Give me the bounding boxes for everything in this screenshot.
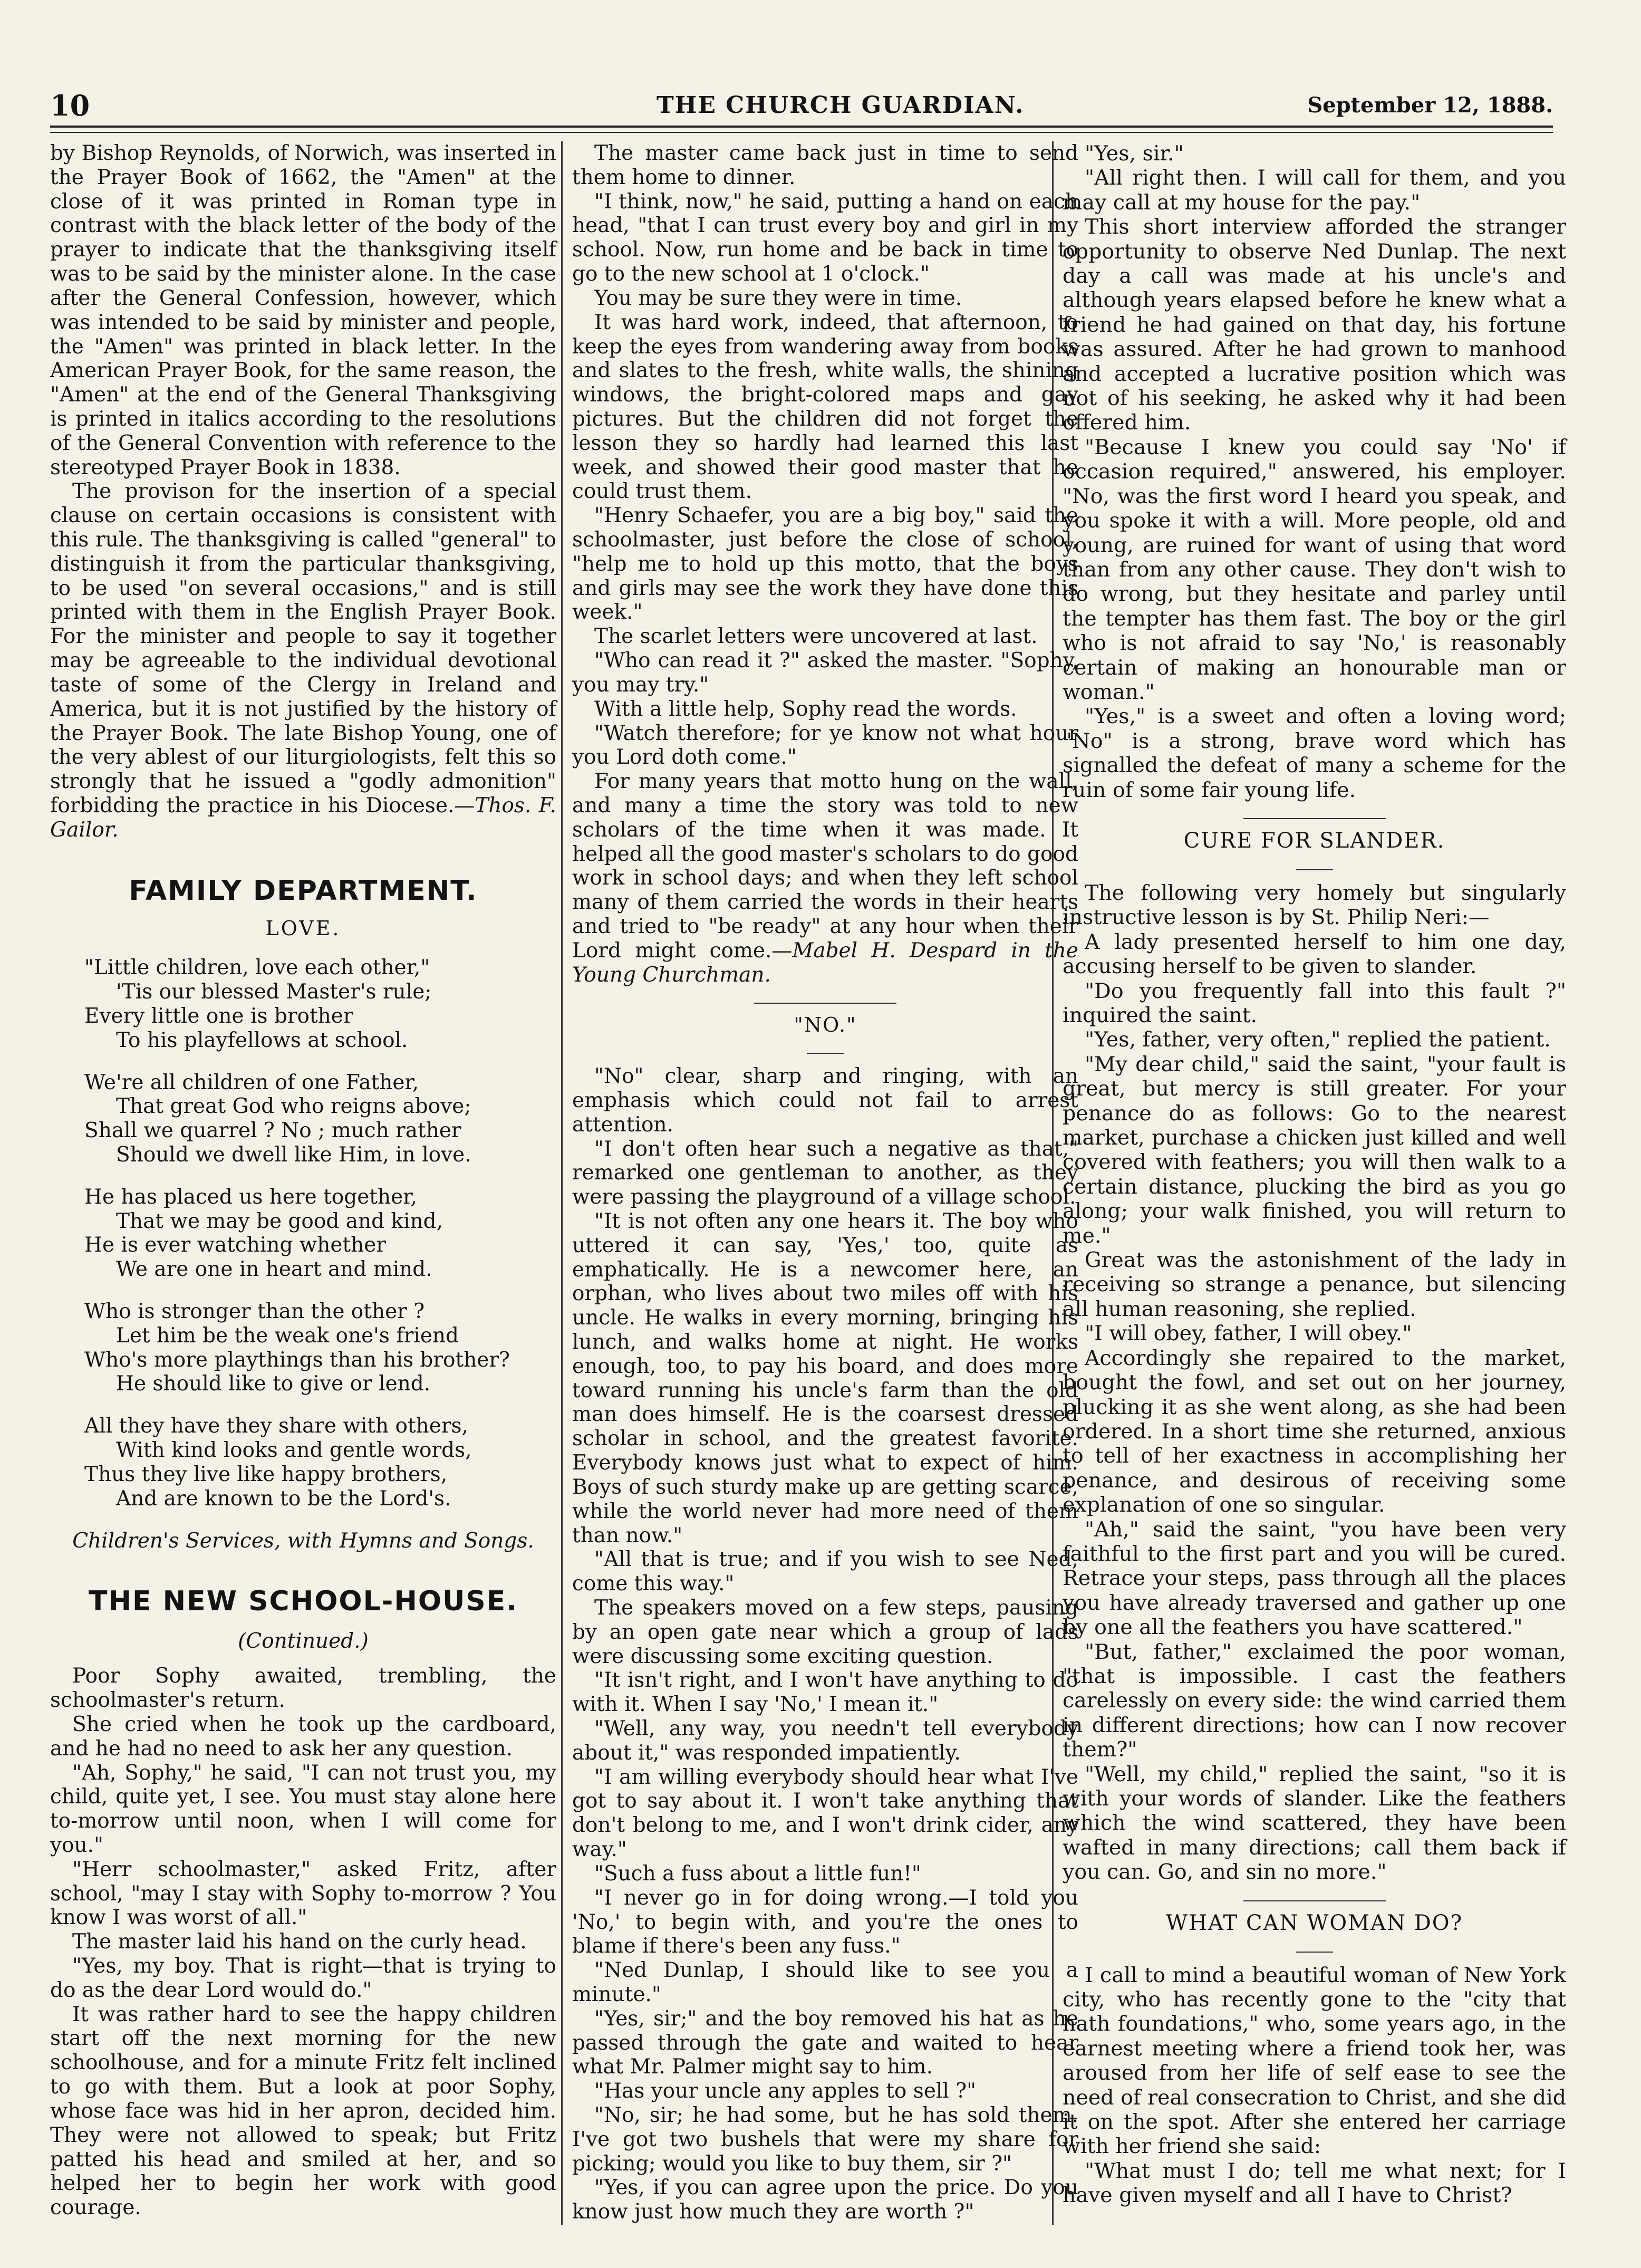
poem-stanza <box>84 1071 556 1167</box>
poem-line: Should we dwell like Him, in love. <box>116 1142 471 1167</box>
paragraph: The speakers moved on a few steps, pausing by an open gate near which a group of lads were discussing some exciting question. <box>572 1596 1078 1668</box>
paragraph: "Yes, sir;" and the boy removed his hat as he passed through the gate and waited to hear what Mr. Palmer might say to him. <box>572 2006 1078 2079</box>
poem-stanza <box>84 1414 556 1511</box>
paragraph: It was rather hard to see the happy children start off the next morning for the new schoolhouse, and for a minute Fritz felt inclined to go with them. But a look at poor Sophy, whose face was hid in her apron, decided him. They were not allowed to speak; but Fritz patted his head and smiled at her, and so helped her to begin her work with good courage. <box>50 2002 556 2220</box>
paragraph: "Yes," is a sweet and often a loving word; "No" is a strong, brave word which has signalled the defeat of many a scheme for the ruin of some fair young life. <box>1063 704 1566 802</box>
poem-line: Thus they live like happy brothers, <box>84 1462 448 1486</box>
poem-line: All they have they share with others, <box>84 1414 468 1438</box>
poem-line: He has placed us here together, <box>84 1185 417 1209</box>
paragraph: I call to mind a beautiful woman of New York city, who has recently gone to the "city that hath foundations," who, some years ago, in the earnest meeting where a friend took her, was aroused from her life of self ease to see the need of real consecration to Christ, and she did it on the spot. After she entered her carriage with her friend she said: <box>1063 1963 1566 2159</box>
column-2 <box>572 141 1078 2224</box>
paragraph: "Ah, Sophy," he said, "I can not trust you, my child, quite yet, I see. You must stay alone here to-morrow until noon, when I will come for you." <box>50 1761 556 1857</box>
paragraph: It was hard work, indeed, that afternoon, to keep the eyes from wandering away from books and slates to the fresh, white walls, the shining windows, the bright-colored maps and gay pictures. But the children did not forget the lesson they so hardly had learned this last week, and showed their good master that he could trust them. <box>572 310 1078 504</box>
paragraph: "No, sir; he had some, but he has sold them. I've got two bushels that were my share for picking; would you like to buy them, sir ?" <box>572 2103 1078 2176</box>
poem-line: With kind looks and gentle words, <box>116 1438 472 1463</box>
paragraph: The scarlet letters were uncovered at last. <box>594 624 1038 649</box>
column-1 <box>50 141 556 2220</box>
no-article <box>572 1064 1078 2224</box>
paragraph: "All that is true; and if you wish to see Ned, come this way." <box>572 1548 1078 1596</box>
paragraph: "I don't often hear such a negative as that," remarked one gentleman to another, as they were passing the playground of a village school. <box>572 1137 1078 1209</box>
page-number: 10 <box>50 89 90 122</box>
paragraph: You may be sure they were in time. <box>594 286 962 310</box>
poem-line: That great God who reigns above; <box>116 1094 471 1119</box>
motto-paragraph: For many years that motto hung on the wall, and many a time the story was told to new scholars of the time when it was made. It helped all the good master's scholars to do good work in school days; and when they left school many of them carried the words in their hearts and tried to "be ready" at any hour when their Lord might come.—Mabel H. Despard in the Young Churchman. <box>572 770 1078 987</box>
paragraph: "What must I do; tell me what next; for I have given myself and all I have to Christ? <box>1063 2158 1566 2208</box>
paragraph: "No" clear, sharp and ringing, with an emphasis which could not fail to arrest attention. <box>572 1064 1078 1137</box>
paragraph: "Such a fuss about a little fun!" <box>594 1861 921 1886</box>
paragraph: "But, father," exclaimed the poor woman, "that is impossible. I cast the feathers carelessly on every side: the wind carried them in different directions; how can I now recover them?" <box>1063 1639 1566 1762</box>
paragraph: "Do you frequently fall into this fault ?" inquired the saint. <box>1063 978 1566 1027</box>
woman-article-title: WHAT CAN WOMAN DO? <box>1165 1910 1463 1935</box>
issue-date: September 12, 1888. <box>1307 93 1553 118</box>
slander-article-title: CURE FOR SLANDER. <box>1183 828 1445 853</box>
paragraph: "Who can read it ?" asked the master. "Sophy, you may try." <box>572 649 1078 697</box>
paragraph: "It is not often any one hears it. The boy who uttered it can say, 'Yes,' too, quite as emphatically. He is a newcomer here, an orphan, who lives about two miles off with his uncle. He walks in every morning, bringing his lunch, and walks home at night. He works enough, too, to pay his board, and does more toward running his uncle's farm than the old man does himself. He is the coarsest dressed scholar in school, and the greatest favorite. Everybody knows just what to expect of him. Boys of such sturdy make up are getting scarce, while the world never had more need of them than now." <box>572 1209 1078 1548</box>
poem-line: We're all children of one Father, <box>84 1070 419 1094</box>
poem-line: To his playfellows at school. <box>116 1028 408 1052</box>
paragraph: "Well, any way, you needn't tell everybody about it," was responded impatiently. <box>572 1717 1078 1765</box>
paragraph: "Henry Schaefer, you are a big boy," said the schoolmaster, just before the close of school, "help me to hold up this motto, that the boys and girls may see the work they have done this week." <box>572 504 1078 624</box>
love-poem <box>50 956 556 1511</box>
woman-article <box>1063 1963 1566 2208</box>
paragraph: "Yes, my boy. That is right—that is trying to do as the dear Lord would do." <box>50 1954 556 2002</box>
no-article-continued <box>1063 141 1566 802</box>
prayer-book-paragraph: by Bishop Reynolds, of Norwich, was inserted in the Prayer Book of 1662, the "Amen" at the close of it was printed in Roman type in contrast with the black letter of the body of the prayer to indicate that the thanksgiving itself was to be said by the minister alone. In the case after the General Confession, however, which was intended to be said by minister and people, the "Amen" was printed in black letter. In the American Prayer Book, for the same reason, the "Amen" at the end of the General Thanksgiving is printed in italics according to the resolutions of the General Convention with reference to the stereotyped Prayer Book in 1838. <box>50 141 556 479</box>
poem-line: Who's more playthings than his brother? <box>84 1348 510 1372</box>
paragraph: "Herr schoolmaster," asked Fritz, after school, "may I stay with Sophy to-morrow ? You know I was worst of all." <box>50 1857 556 1930</box>
title-underline <box>1296 869 1333 870</box>
poem-line: "Little children, love each other," <box>84 956 430 980</box>
poem-line: Every little one is brother <box>84 1004 353 1028</box>
poem-line: That we may be good and kind, <box>116 1209 443 1233</box>
paragraph: "I am willing everybody should hear what I've got to say about it. I won't take anything that don't belong to me, and I won't drink cider, any way." <box>572 1765 1078 1862</box>
school-story-continued <box>572 141 1078 770</box>
slander-article <box>1063 881 1566 1885</box>
title-underline <box>1296 1952 1333 1953</box>
paragraph: This short interview afforded the stranger opportunity to observe Ned Dunlap. The next day a call was made at his uncle's and although years elapsed before he knew what a friend he had gained on that day, his fortune was assured. After he had grown to manhood and accepted a lucrative position which was not of his seeking, he asked why it had been offered him. <box>1063 215 1566 435</box>
section-divider <box>1243 1900 1386 1901</box>
header-rule-thin <box>50 132 1553 133</box>
family-department-heading: FAMILY DEPARTMENT. <box>129 874 478 907</box>
poem-credit: Children's Services, with Hymns and Songs. <box>72 1529 534 1553</box>
paragraph: "Watch therefore; for ye know not what hour you Lord doth come." <box>572 721 1078 770</box>
paragraph: "I think, now," he said, putting a hand on each head, "that I can trust every boy and girl in my school. Now, run home and be back in time to go to the new school at 1 o'clock." <box>572 189 1078 286</box>
title-underline <box>807 1053 844 1054</box>
poem-line: And are known to be the Lord's. <box>116 1486 451 1511</box>
school-story <box>50 1664 556 2220</box>
paragraph: "Ned Dunlap, I should like to see you a minute." <box>572 1958 1078 2006</box>
column-rule <box>561 141 563 2225</box>
poem-stanza <box>84 956 556 1052</box>
section-divider <box>1243 818 1386 819</box>
paragraph: "Yes, if you can agree upon the price. Do you know just how much they are worth ?" <box>572 2176 1078 2224</box>
poem-line: Shall we quarrel ? No ; much rather <box>84 1119 461 1143</box>
paragraph: "Because I knew you could say 'No' if occasion required," answered, his employer. "No, was the first word I heard you speak, and you spoke it with a will. More people, old and young, are ruined for want of using that word than from any other cause. They don't wish to do wrong, but they hesitate and parley until the tempter has them fast. The boy or the girl who is not afraid to say 'No,' is reasonably certain of making an honourable man or woman." <box>1063 435 1566 704</box>
poem-line: He is ever watching whether <box>84 1233 386 1257</box>
love-poem-title: LOVE. <box>265 916 341 940</box>
paragraph: The following very homely but singularly instructive lesson is by St. Philip Neri:— <box>1063 880 1566 930</box>
continued-note: (Continued.) <box>238 1629 369 1654</box>
paragraph: "Has your uncle any apples to sell ?" <box>594 2079 977 2103</box>
paragraph: A lady presented herself to him one day, accusing herself to be given to slander. <box>1063 929 1566 979</box>
paragraph: "Yes, sir." <box>1085 141 1184 166</box>
paragraph: "It isn't right, and I won't have anything to do with it. When I say 'No,' I mean it." <box>572 1668 1078 1717</box>
poem-line: We are one in heart and mind. <box>116 1257 432 1282</box>
poem-stanza <box>84 1185 556 1282</box>
paragraph: "I will obey, father, I will obey." <box>1085 1321 1412 1346</box>
paragraph: Accordingly she repaired to the market, bought the fowl, and set out on her journey, plucking it as she went along, as she had been ordered. In a short time she returned, anxious to tell of her exactness in accomplishing her penance, and desirous of receiving some explanation of one so singular. <box>1063 1346 1566 1517</box>
prayer-book-paragraph: The provison for the insertion of a special clause on certain occasions is consistent with this rule. The thanksgiving is called "general" to distinguish it from the particular thanksgiving, to be used "on several occasions," and is still printed with them in the English Prayer Book. For the minister and people to say it together may be agreeable to the individual devotional taste of some of the Clergy in Ireland and America, but it is not justified by the history of the Prayer Book. The late Bishop Young, one of the very ablest of our liturgiologists, felt this so strongly that he issued a "godly admonition" forbidding the practice in his Diocese.—Thos. F. Gailor. <box>50 479 556 842</box>
poem-line: Who is stronger than the other ? <box>84 1300 425 1324</box>
paragraph: Great was the astonishment of the lady in receiving so strange a penance, but silencing all human reasoning, she replied. <box>1063 1248 1566 1321</box>
poem-line: Let him be the weak one's friend <box>116 1323 459 1348</box>
new-school-house-heading: THE NEW SCHOOL-HOUSE. <box>88 1585 518 1618</box>
header-rule <box>50 126 1553 128</box>
no-article-title: "NO." <box>794 1013 857 1037</box>
paragraph: The master laid his hand on the curly head. <box>72 1930 527 1954</box>
column-3 <box>1063 141 1566 2208</box>
paragraph: Poor Sophy awaited, trembling, the schoolmaster's return. <box>50 1664 556 1713</box>
paragraph: With a little help, Sophy read the words. <box>594 697 1017 721</box>
poem-line: 'Tis our blessed Master's rule; <box>116 980 432 1004</box>
poem-stanza <box>84 1300 556 1396</box>
paragraph: "I never go in for doing wrong.—I told you 'No,' to begin with, and you're the ones to blame if there's been any fuss." <box>572 1886 1078 1958</box>
paragraph: "My dear child," said the saint, "your fault is great, but mercy is still greater. For your penance do as follows: Go to the nearest market, purchase a chicken just killed and well covered with feathers; you will then walk to a certain distance, plucking the bird as you go along; your walk finished, you will return to me." <box>1063 1052 1566 1248</box>
section-divider <box>754 1003 896 1004</box>
paragraph: She cried when he took up the cardboard, and he had no need to ask her any question. <box>50 1712 556 1761</box>
paragraph: "Yes, father, very often," replied the patient. <box>1085 1027 1551 1052</box>
page-header <box>50 89 1553 121</box>
paragraph: "Well, my child," replied the saint, "so it is with your words of slander. Like the feathers which the wind scattered, they have been wafted in many directions; call them back if you can. Go, and sin no more." <box>1063 1762 1566 1885</box>
paragraph: "Ah," said the saint, "you have been very faithful to the first part and you will be cured. Retrace your steps, pass through all the places you have already traversed and gather up one by one all the feathers you have scattered." <box>1063 1517 1566 1640</box>
paragraph: "All right then. I will call for them, and you may call at my house for the pay." <box>1063 166 1566 215</box>
poem-line: He should like to give or lend. <box>116 1372 431 1396</box>
paragraph: The master came back just in time to send them home to dinner. <box>572 141 1078 189</box>
masthead-title: THE CHURCH GUARDIAN. <box>657 92 1025 119</box>
